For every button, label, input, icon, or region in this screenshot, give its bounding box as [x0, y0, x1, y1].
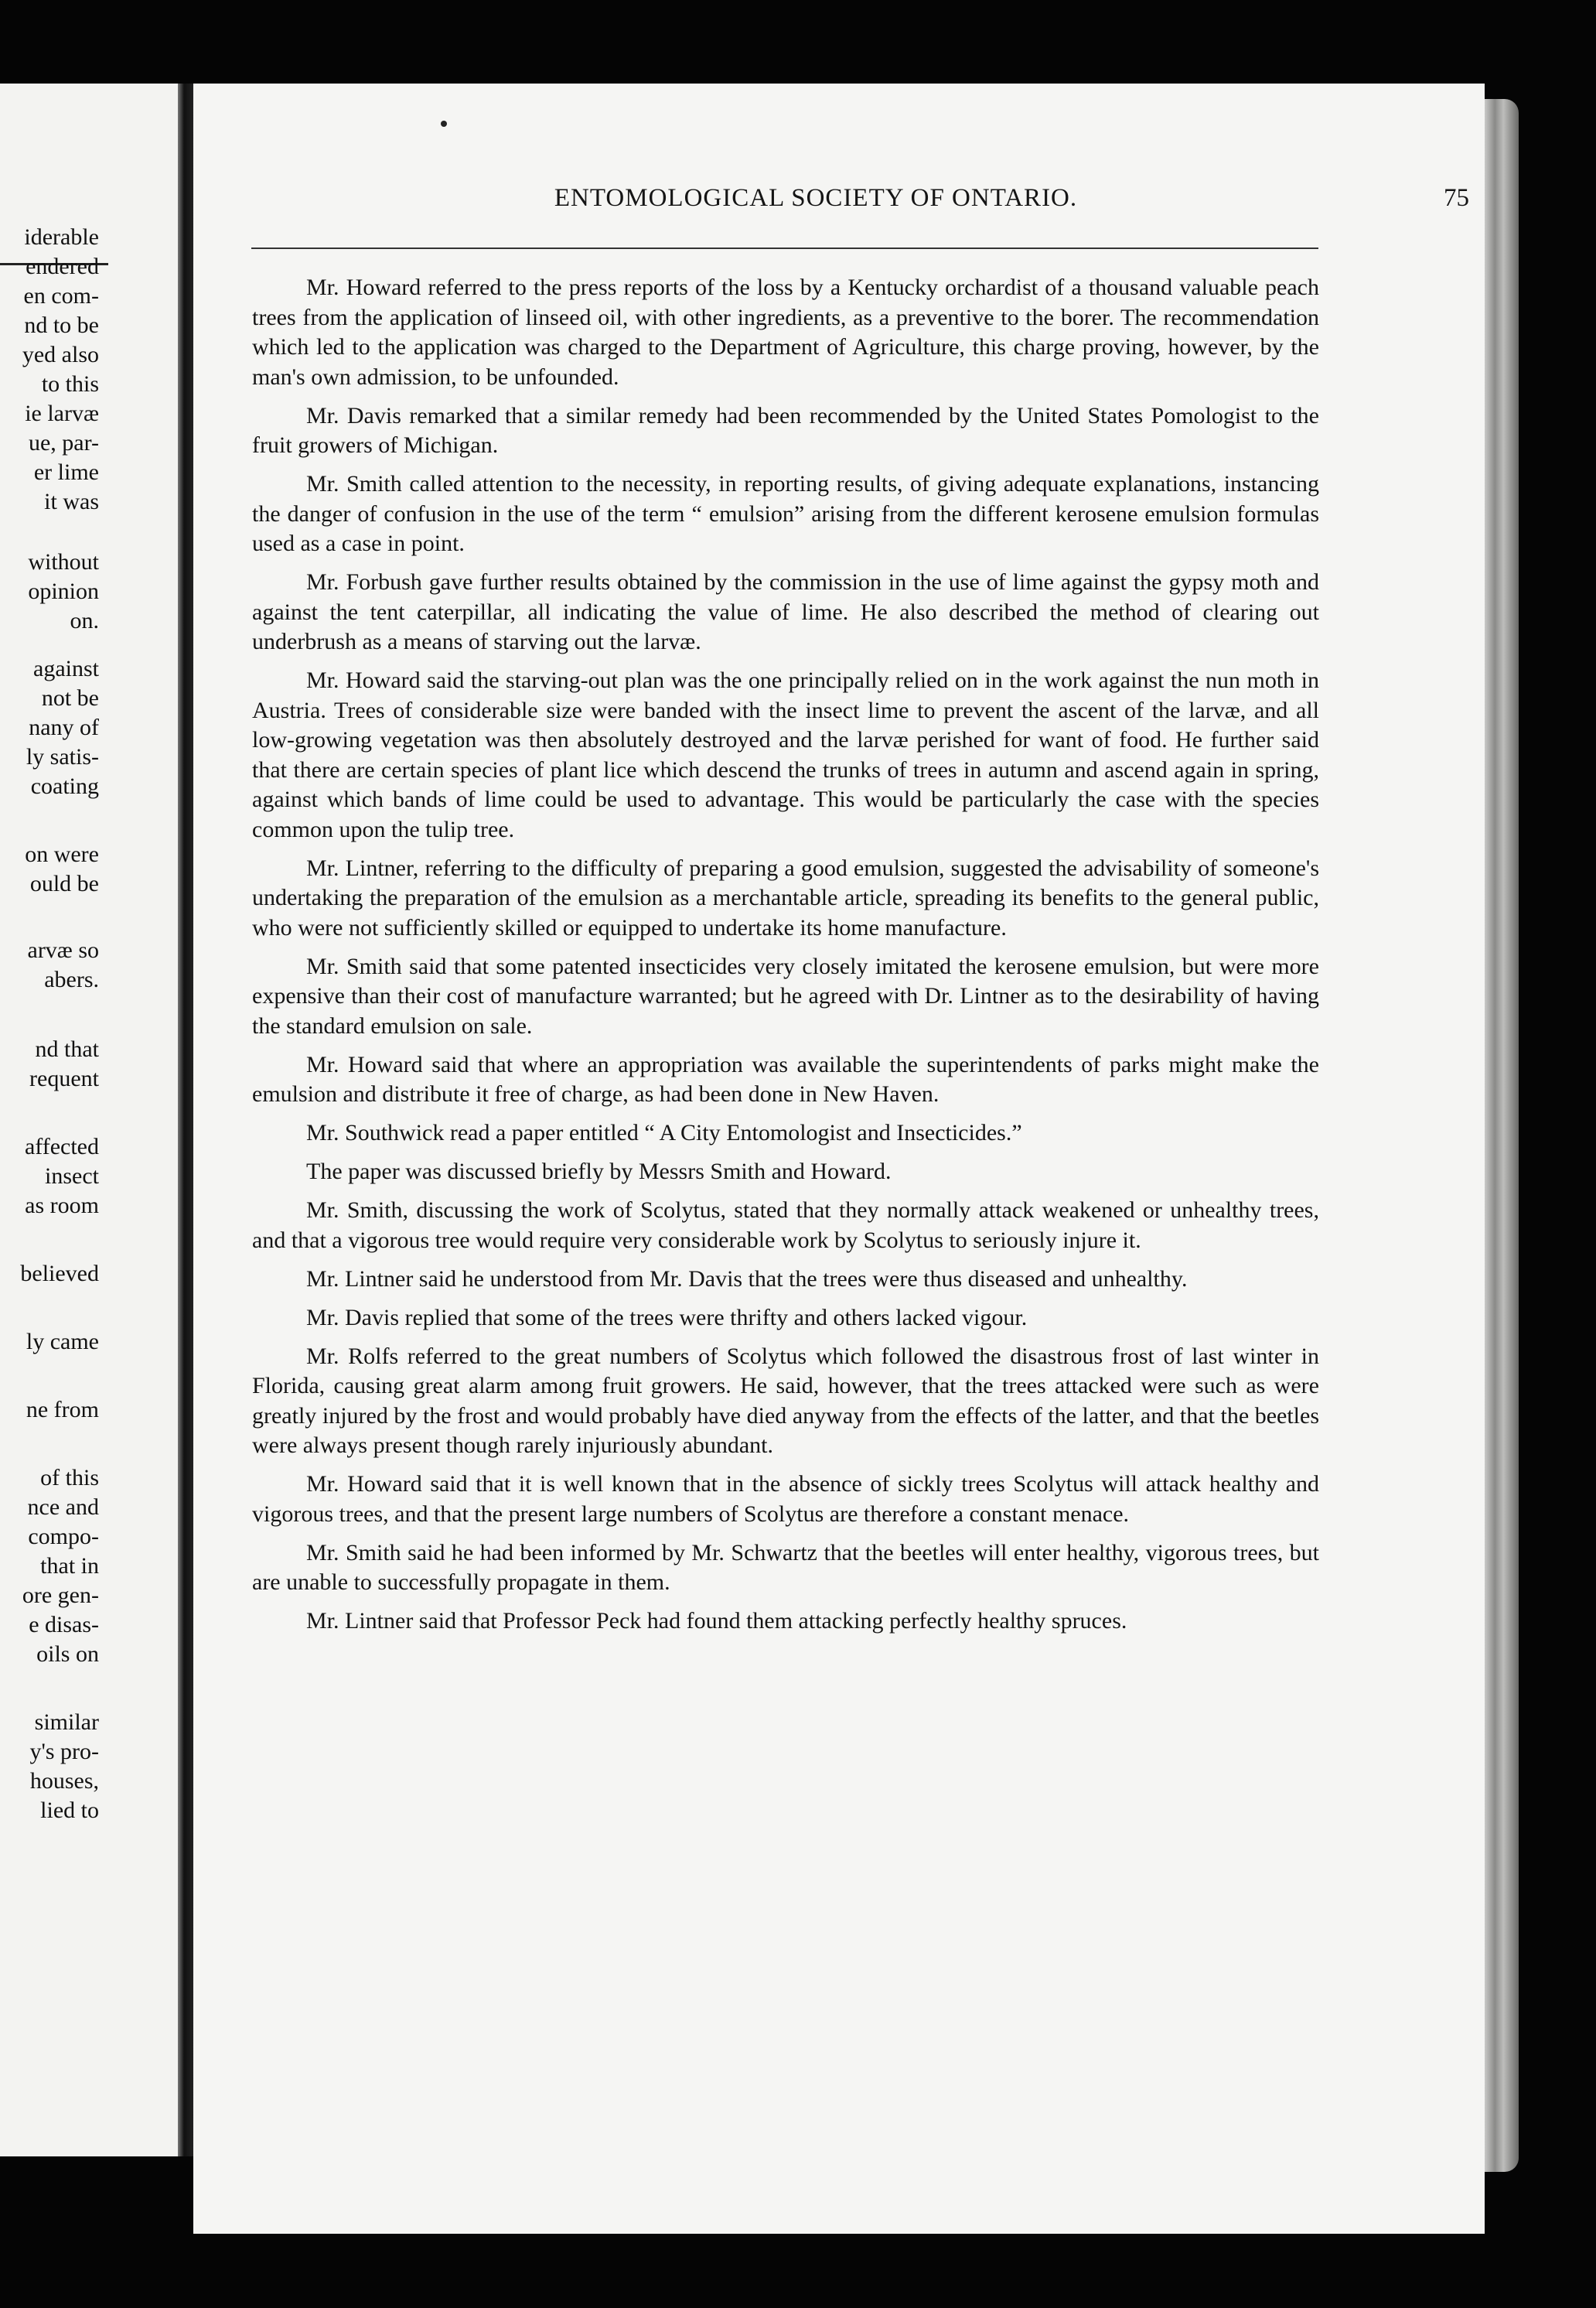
- facing-page-line: affected: [24, 1134, 99, 1159]
- facing-page-line: on.: [70, 608, 99, 633]
- paragraph: Mr. Howard said the starving-out plan was the one principally relied on in the work against the nun moth in Austria. Trees of considerable size were banded with the insect lime to prevent the ascent of the larvæ, and all low-growing vegetation was then absolutely destroyed and the larvæ perished for want of food. He further said that there are certain species of plant lice which descend the trunks of trees in autumn and ascend again in spring, against which bands of lime could be used to advantage. This would be particularly the case with the species common upon the tulip tree.: [252, 667, 1319, 842]
- facing-page-line: ue, par-: [28, 430, 99, 456]
- facing-page-line: abers.: [44, 967, 99, 992]
- paragraph: Mr. Smith, discussing the work of Scolytus, stated that they normally attack weakened or unhealthy trees, and that a vigorous tree would require very considerable work by Scolytus to seriously injure it.: [252, 1197, 1319, 1253]
- facing-page-line: e disas-: [29, 1612, 99, 1637]
- facing-page-line: ly came: [26, 1329, 99, 1354]
- page: [193, 84, 1485, 2234]
- facing-page-line: oils on: [36, 1641, 99, 1667]
- facing-page-line: lied to: [40, 1798, 99, 1823]
- facing-page-line: ne from: [26, 1397, 99, 1422]
- paragraph: The paper was discussed briefly by Messrs Smith and Howard.: [306, 1159, 892, 1184]
- facing-page-line: ie larvæ: [25, 401, 99, 426]
- paragraph: Mr. Smith called attention to the necessity, in reporting results, of giving adequate explanations, instancing the danger of confusion in the use of the term “ emulsion” arising from the different kerosene emulsion formulas used as a case in point.: [252, 471, 1319, 556]
- paragraph: Mr. Lintner said that Professor Peck had found them attacking perfectly healthy spruces.: [306, 1608, 1127, 1634]
- facing-page-line: opinion: [28, 579, 99, 604]
- facing-page-line: to this: [41, 371, 99, 397]
- facing-page-line: houses,: [29, 1768, 99, 1794]
- facing-page-line: arvæ so: [27, 937, 99, 963]
- facing-page-line: insect: [45, 1163, 99, 1189]
- paragraph: Mr. Smith said that some patented insecticides very closely imitated the kerosene emulsion, but were more expensive than their cost of manufacture warranted; but he agreed with Dr. Lintner as to the desirability of having the standard emulsion on sale.: [252, 953, 1319, 1039]
- ink-speck: [441, 121, 447, 127]
- header-rule: [251, 248, 1318, 249]
- facing-page-line: nany of: [29, 715, 99, 740]
- facing-page-line: y's pro-: [29, 1739, 99, 1764]
- facing-page-line: nd to be: [24, 312, 99, 338]
- facing-page-line: compo-: [28, 1524, 99, 1549]
- facing-page-line: endered: [26, 254, 99, 279]
- facing-page-line: nd that: [35, 1036, 99, 1062]
- facing-page-line: of this: [40, 1465, 99, 1490]
- book-gutter: [178, 84, 193, 2156]
- paragraph: Mr. Rolfs referred to the great numbers of Scolytus which followed the disastrous frost of last winter in Florida, causing great alarm among fruit growers. He said, however, that the trees attacked were such as were greatly injured by the frost and would probably have died anyway from the effects of the latter, and that the beetles were always present though rarely injuriously abundant.: [252, 1343, 1319, 1458]
- facing-page-line: it was: [44, 489, 99, 514]
- facing-page-line: er lime: [33, 459, 99, 485]
- facing-page-line: ore gen-: [22, 1582, 99, 1608]
- facing-page-line: en com-: [23, 283, 99, 309]
- paragraph: Mr. Howard said that it is well known that in the absence of sickly trees Scolytus will attack healthy and vigorous trees, and that the present large numbers of Scolytus are therefore a constant menace.: [252, 1471, 1319, 1527]
- paragraph: Mr. Davis replied that some of the trees were thrifty and others lacked vigour.: [306, 1304, 1028, 1330]
- facing-page-line: iderable: [24, 224, 99, 250]
- facing-page-line: coating: [30, 773, 99, 799]
- facing-page-line: that in: [40, 1553, 99, 1579]
- paragraph: Mr. Howard referred to the press reports of the loss by a Kentucky orchardist of a thousand valuable peach trees from the application of linseed oil, with other ingredients, as a preventive to the borer. The recommendation which led to the application was charged to the Department of Agriculture, this charge proving, however, by the man's own admission, to be unfounded.: [252, 275, 1319, 390]
- page-edge: [1485, 99, 1519, 2172]
- facing-page-line: nce and: [27, 1494, 99, 1520]
- facing-page-line: ly satis-: [26, 744, 99, 770]
- paragraph: Mr. Davis remarked that a similar remedy had been recommended by the United States Pomologist to the fruit growers of Michigan.: [252, 402, 1319, 458]
- facing-page-line: yed also: [22, 342, 99, 367]
- running-title: ENTOMOLOGICAL SOCIETY OF ONTARIO.: [554, 184, 1078, 212]
- facing-page-line: believed: [20, 1261, 99, 1286]
- paragraph: Mr. Howard said that where an appropriation was available the superintendents of parks might make the emulsion and distribute it free of charge, as had been done in New Haven.: [252, 1051, 1319, 1107]
- paragraph: Mr. Southwick read a paper entitled “ A City Entomologist and Insecticides.”: [306, 1120, 1022, 1145]
- facing-page-line: similar: [34, 1709, 99, 1735]
- page-body: [252, 273, 1319, 1645]
- facing-page-line: without: [28, 549, 99, 575]
- facing-page-line: against: [33, 656, 99, 681]
- paragraph: Mr. Lintner said he understood from Mr. Davis that the trees were thus diseased and unhealthy.: [306, 1265, 1188, 1292]
- page-number: 75: [1444, 184, 1469, 212]
- facing-page-line: ould be: [29, 871, 99, 896]
- facing-page-line: not be: [41, 685, 99, 711]
- paragraph: Mr. Smith said he had been informed by Mr. Schwartz that the beetles will enter healthy, vigorous trees, but are unable to successfully propagate in them.: [252, 1539, 1319, 1595]
- facing-page-line: on were: [25, 842, 99, 867]
- facing-page-fragment: [0, 84, 178, 2156]
- page-header: [251, 184, 1469, 223]
- paragraph: Mr. Forbush gave further results obtained by the commission in the use of lime against the gypsy moth and against the tent caterpillar, all indicating the value of lime. He also described the method of clearing out underbrush as a means of starving out the larvæ.: [252, 569, 1319, 654]
- facing-page-line: as room: [25, 1193, 99, 1218]
- paragraph: Mr. Lintner, referring to the difficulty of preparing a good emulsion, suggested the advisability of someone's undertaking the preparation of the emulsion as a merchantable article, spreading its benefits to the general public, who were not sufficiently skilled or equipped to undertake its home manufacture.: [252, 855, 1319, 941]
- facing-page-line: requent: [29, 1066, 99, 1091]
